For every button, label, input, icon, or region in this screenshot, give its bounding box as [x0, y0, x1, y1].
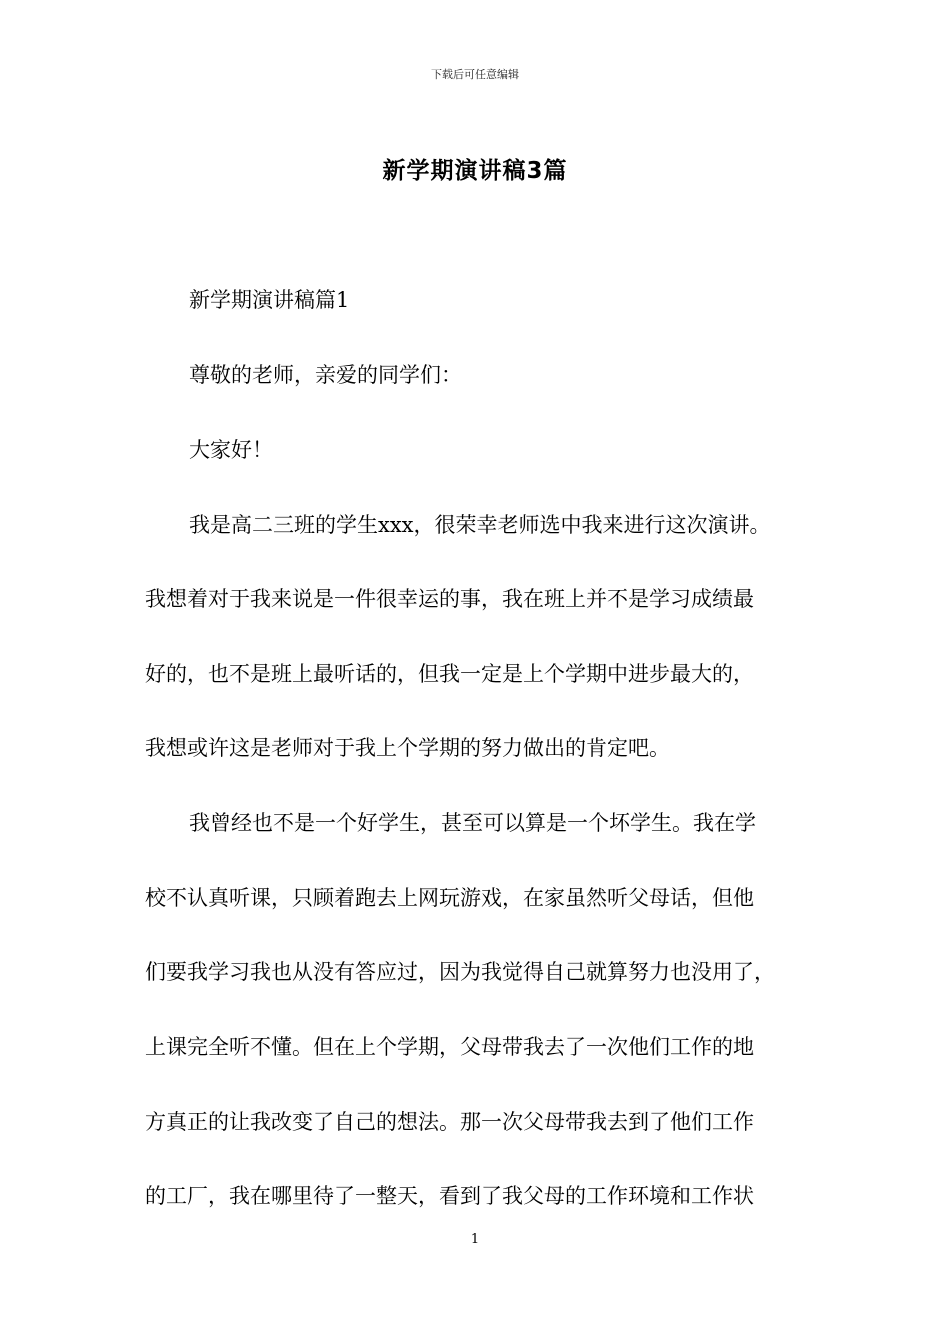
paragraph-line: 我是高二三班的学生xxx，很荣幸老师选中我来进行这次演讲。 — [189, 513, 771, 537]
paragraph-line: 方真正的让我改变了自己的想法。那一次父母带我去到了他们工作 — [145, 1110, 754, 1134]
paragraph-line: 好的，也不是班上最听话的，但我一定是上个学期中进步最大的， — [145, 662, 754, 686]
document-title: 新学期演讲稿3篇 — [382, 158, 568, 184]
paragraph-line: 我想或许这是老师对于我上个学期的努力做出的肯定吧。 — [145, 736, 670, 760]
greeting: 大家好！ — [189, 438, 273, 462]
paragraph-line: 我曾经也不是一个好学生，甚至可以算是一个坏学生。我在学 — [189, 811, 756, 835]
paragraph-line: 的工厂，我在哪里待了一整天，看到了我父母的工作环境和工作状 — [145, 1184, 754, 1208]
header-note: 下载后可任意编辑 — [431, 68, 519, 81]
section-heading: 新学期演讲稿篇1 — [189, 288, 350, 312]
paragraph-line: 我想着对于我来说是一件很幸运的事，我在班上并不是学习成绩最 — [145, 587, 754, 611]
paragraph-line: 校不认真听课，只顾着跑去上网玩游戏，在家虽然听父母话，但他 — [145, 886, 754, 910]
page-number: 1 — [470, 1232, 480, 1247]
salutation: 尊敬的老师，亲爱的同学们： — [189, 363, 462, 387]
paragraph-line: 们要我学习我也从没有答应过，因为我觉得自己就算努力也没用了， — [145, 960, 775, 984]
paragraph-line: 上课完全听不懂。但在上个学期，父母带我去了一次他们工作的地 — [145, 1035, 754, 1059]
